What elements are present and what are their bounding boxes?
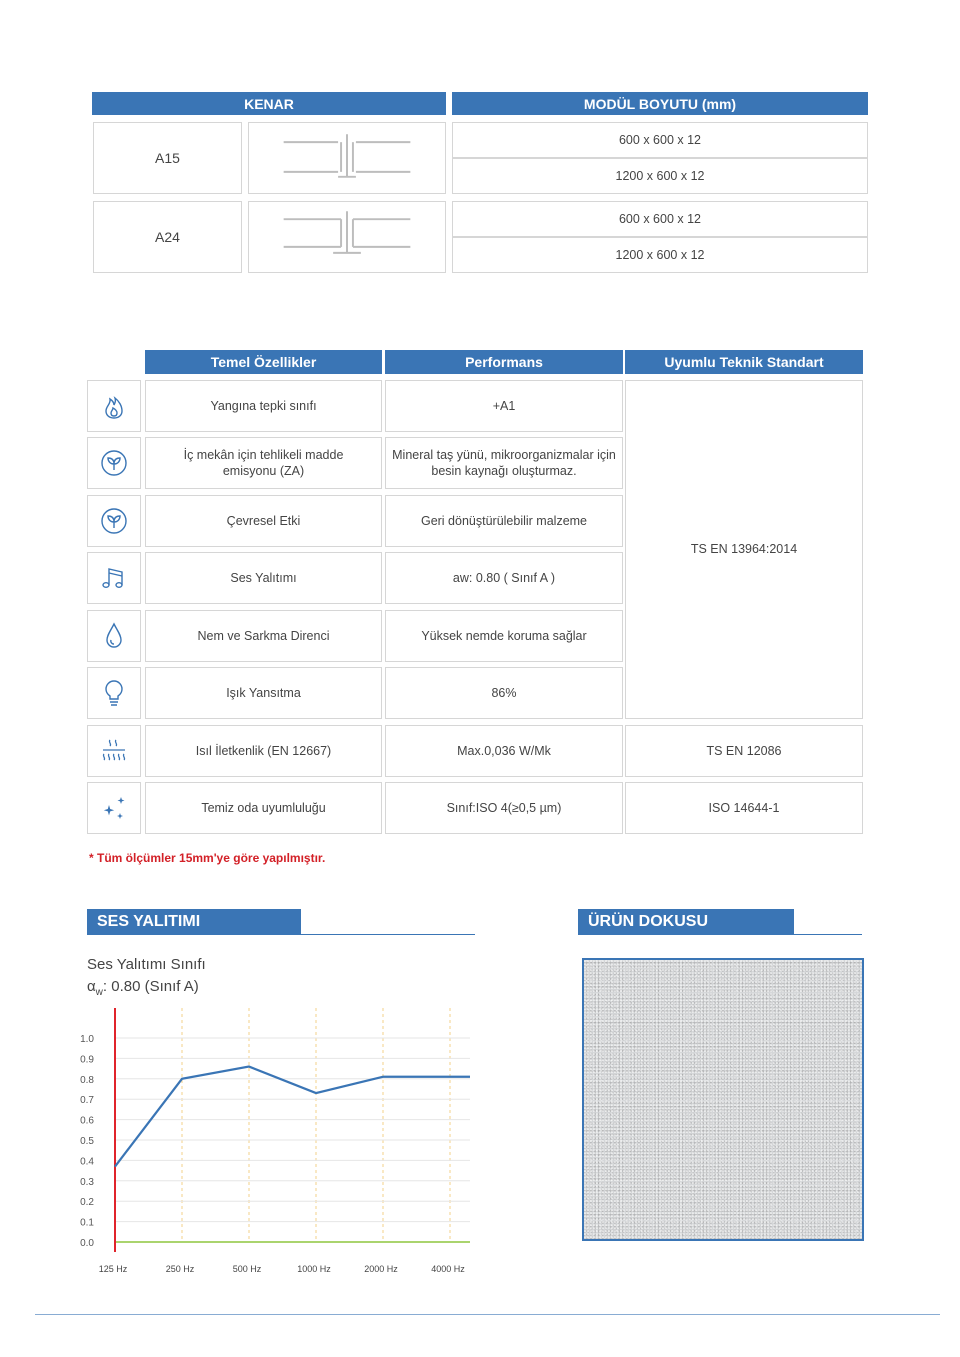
y-tick-label: 0.8 <box>80 1074 94 1086</box>
sound-section-underline <box>87 934 475 935</box>
feature-clean-room: Temiz oda uyumluluğu <box>145 782 382 834</box>
data-point <box>383 1076 384 1077</box>
music-note-icon <box>87 552 141 604</box>
y-tick-label: 0.2 <box>80 1197 94 1209</box>
y-tick-label: 0.4 <box>80 1156 94 1168</box>
standard-clean-room: ISO 14644-1 <box>625 782 863 834</box>
feature-sound-insulation: Ses Yalıtımı <box>145 552 382 604</box>
sound-section-title: SES YALITIMI <box>87 909 301 935</box>
performance-humidity: Yüksek nemde koruma sağlar <box>385 610 623 662</box>
alpha-symbol: α <box>87 978 96 995</box>
edge-profile-a15-drawing <box>249 122 445 194</box>
module-size-a15-1: 600 x 600 x 12 <box>452 122 868 158</box>
standard-thermal-conductivity: TS EN 12086 <box>625 725 863 777</box>
chart-subtitle <box>87 978 199 998</box>
module-size-a24-2: 1200 x 600 x 12 <box>452 237 868 273</box>
edge-profile-a24 <box>248 201 446 273</box>
heat-waves-icon <box>87 725 141 777</box>
data-point <box>316 1093 317 1094</box>
y-tick-label: 1.0 <box>80 1034 94 1045</box>
performance-light-reflection: 86% <box>385 667 623 719</box>
data-point <box>115 1166 116 1167</box>
product-texture-image <box>582 958 864 1241</box>
module-size-header: MODÜL BOYUTU (mm) <box>452 92 868 115</box>
data-point <box>450 1076 451 1077</box>
alpha-value: : 0.80 (Sınıf A) <box>102 978 199 995</box>
texture-section-underline <box>578 934 862 935</box>
edge-header: KENAR <box>92 92 446 115</box>
y-tick-label: 0.6 <box>80 1115 94 1127</box>
data-point <box>249 1066 250 1067</box>
feature-header: Temel Özellikler <box>145 350 382 374</box>
x-tick-label: 2000 Hz <box>364 1264 398 1274</box>
feature-light-reflection: Işık Yansıtma <box>145 667 382 719</box>
series-line <box>115 1067 470 1167</box>
leaf-icon <box>87 437 141 489</box>
performance-header: Performans <box>385 350 623 374</box>
x-tick-label: 500 Hz <box>232 1264 262 1274</box>
texture-section-title: ÜRÜN DOKUSU <box>578 909 794 935</box>
performance-fire-reaction: +A1 <box>385 380 623 432</box>
feature-thermal-conductivity: Isıl İletkenlik (EN 12667) <box>145 725 382 777</box>
performance-thermal-conductivity: Max.0,036 W/Mk <box>385 725 623 777</box>
sparkle-icon <box>87 782 141 834</box>
edge-label-a15: A15 <box>93 122 242 194</box>
light-bulb-icon <box>87 667 141 719</box>
edge-profile-a24-drawing <box>249 201 445 273</box>
feature-emission: İç mekân için tehlikeli madde emisyonu (ZA) <box>145 437 382 489</box>
footer-divider <box>35 1314 940 1315</box>
y-tick-label: 0.5 <box>80 1136 94 1147</box>
data-point <box>182 1078 183 1079</box>
module-size-a15-2: 1200 x 600 x 12 <box>452 158 868 194</box>
performance-emission: Mineral taş yünü, mikroorganizmalar için besin kaynağı oluşturmaz. <box>385 437 623 489</box>
x-tick-label: 1000 Hz <box>297 1264 331 1274</box>
chart-title: Ses Yalıtımı Sınıfı <box>87 956 206 973</box>
performance-clean-room: Sınıf:ISO 4(≥0,5 µm) <box>385 782 623 834</box>
y-tick-label: 0.1 <box>80 1217 94 1229</box>
x-tick-label: 4000 Hz <box>431 1264 465 1274</box>
measurement-note: * Tüm ölçümler 15mm'ye göre yapılmıştır. <box>89 851 326 865</box>
module-size-a24-1: 600 x 600 x 12 <box>452 201 868 237</box>
x-tick-label: 125 Hz <box>98 1264 128 1274</box>
feature-environment: Çevresel Etki <box>145 495 382 547</box>
water-drop-icon <box>87 610 141 662</box>
edge-profile-a15 <box>248 122 446 194</box>
flame-icon <box>87 380 141 432</box>
y-tick-label: 0.7 <box>80 1095 94 1107</box>
y-tick-label: 0.0 <box>80 1238 94 1249</box>
feature-fire-reaction: Yangına tepki sınıfı <box>145 380 382 432</box>
feature-humidity: Nem ve Sarkma Direnci <box>145 610 382 662</box>
sound-insulation-chart <box>70 1005 485 1285</box>
y-tick-label: 0.9 <box>80 1054 94 1066</box>
performance-environment: Geri dönüştürülebilir malzeme <box>385 495 623 547</box>
y-tick-label: 0.3 <box>80 1176 94 1188</box>
leaf-icon <box>87 495 141 547</box>
edge-label-a24: A24 <box>93 201 242 273</box>
alpha-subscript: w <box>95 987 103 998</box>
standard-header: Uyumlu Teknik Standart <box>625 350 863 374</box>
performance-sound-insulation: aw: 0.80 ( Sınıf A ) <box>385 552 623 604</box>
standard-merged: TS EN 13964:2014 <box>625 380 863 719</box>
x-tick-label: 250 Hz <box>165 1264 195 1274</box>
